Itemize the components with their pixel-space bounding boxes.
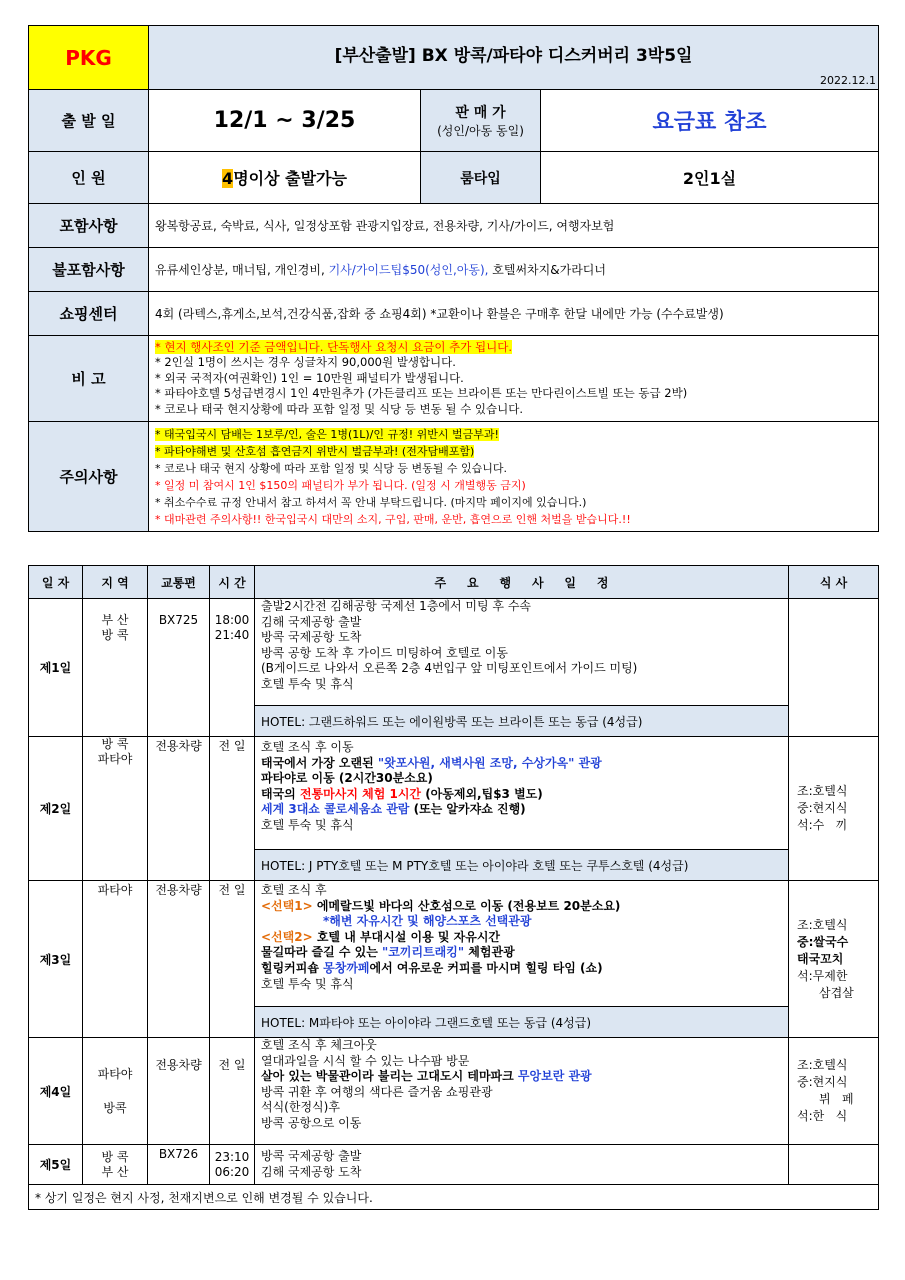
note-line: * 파타야호텔 5성급변경시 1인 4만원추가 (가든클리프 또는 브라이튼 또는 만다린이스트빌 또는 동급 2박) [155, 386, 688, 401]
schedule-line [261, 961, 782, 977]
schedule-line [261, 945, 782, 961]
room-label: 룸타입 [421, 152, 541, 204]
option-tag: <선택1> [261, 898, 313, 913]
day2-time: 전 일 [210, 737, 255, 881]
day2-meal [789, 737, 879, 881]
line-text: 에메랄드빛 바다의 산호섬으로 이동 (전용보트 20분소요) [312, 898, 621, 913]
schedule-line: 호텔 조식 후 [261, 883, 327, 897]
schedule-line: 김해 국제공항 출발 [261, 614, 362, 629]
meal-text: 조:호텔식 [797, 917, 848, 932]
people-text: 명이상 출발가능 [233, 169, 347, 188]
line-highlight: 전통마사지 체험 1시간 [299, 786, 422, 801]
day5-time [210, 1145, 255, 1185]
col-header-transport: 교통편 [148, 566, 210, 599]
option-tag: <선택2> [261, 929, 313, 944]
day3-meal [789, 881, 879, 1038]
caution-block [149, 422, 879, 532]
schedule-header-row [29, 566, 879, 599]
schedule-line: 방콕 국제공항 출발 [261, 1148, 362, 1163]
day1-meal [789, 599, 879, 737]
schedule-line: 김해 국제공항 도착 [261, 1164, 362, 1179]
day1-transport: BX725 [148, 599, 210, 737]
line-text: (또는 알카쟈쇼 진행) [409, 802, 526, 817]
region-text: 파타야 [97, 752, 133, 766]
line-text: 살아 있는 박물관이라 불리는 고대도시 테마파크 [261, 1069, 518, 1084]
time-text: 06:20 [214, 1164, 250, 1179]
footer-row [29, 1185, 879, 1210]
notes-block [149, 336, 879, 422]
meal-text: 중:쌀국수 [797, 934, 849, 949]
day3-region: 파타야 [83, 881, 148, 1038]
caution-line: * 대마관련 주의사항!! 한국입국시 대만의 소지, 구입, 판매, 운반, 흡연으로 인핸 처벌을 받습니다.!! [155, 512, 631, 526]
price-label: 판 매 가 [455, 105, 506, 121]
day4-label: 제4일 [29, 1038, 83, 1145]
day1-label: 제1일 [29, 599, 83, 737]
region-text: 방 콕 [101, 628, 129, 642]
include-label: 포함사항 [29, 204, 149, 248]
people-label: 인 원 [29, 152, 149, 204]
day2-details [255, 737, 789, 850]
day5-region [83, 1145, 148, 1185]
meal-text: 조:호텔식 [797, 784, 848, 798]
day4-details [255, 1038, 789, 1145]
meal-text: 뷔 페 [819, 1092, 854, 1106]
caution-line: * 취소수수료 규정 안내서 참고 하셔서 꼭 안내 부탁드립니다. (마지막 페이지에 있습니다.) [155, 495, 587, 509]
schedule-line [261, 899, 782, 915]
meal-text: 석:수 끼 [797, 818, 848, 832]
line-highlight: "코끼리트래킹" [382, 945, 465, 960]
day2-transport: 전용차량 [148, 737, 210, 881]
time-text: 21:40 [214, 628, 250, 642]
caution-line [155, 426, 872, 443]
day5-meal [789, 1145, 879, 1185]
info-table [28, 25, 879, 532]
caution-line [155, 443, 872, 460]
line-text: (아동제외,팁$3 별도) [421, 786, 543, 801]
exclude-text-c: 호텔써차지&가라디너 [488, 263, 606, 277]
shop-value: 4회 (라텍스,휴게소,보석,건강식품,잡화 중 쇼핑4회) *교환이나 환불은 구매후 한달 내에만 가능 (수수료발생) [149, 292, 879, 336]
region-text: 부 산 [101, 613, 129, 627]
pkg-cell [29, 26, 149, 90]
schedule-line: 호텔 투숙 및 휴식 [261, 976, 354, 991]
region-text: 방콕 [103, 1101, 127, 1115]
schedule-line: *해변 자유시간 및 해양스포츠 선택관광 [323, 914, 532, 929]
schedule-line: 방콕 귀환 후 여행의 색다른 즐거움 쇼핑관광 [261, 1084, 493, 1099]
meal-text: 중:현지식 [797, 801, 848, 815]
line-text: 물길따라 즐길 수 있는 [261, 945, 383, 960]
schedule-line: 호텔 투숙 및 휴식 [261, 817, 354, 832]
schedule-line: 방콕 국제공항 도착 [261, 630, 362, 645]
pkg-label: PKG [65, 45, 112, 70]
day3-label: 제3일 [29, 881, 83, 1038]
note-line [155, 340, 872, 356]
price-value: 요금표 참조 [541, 90, 879, 152]
schedule-line: 석식(한정식)후 [261, 1100, 340, 1115]
schedule-line [261, 930, 782, 946]
people-value [149, 152, 421, 204]
schedule-line [261, 1069, 782, 1085]
line-text: 호텔 내 부대시설 이용 및 자유시간 [312, 929, 501, 944]
day4-meal [789, 1038, 879, 1145]
line-text: 에서 여유로운 커피를 마시며 힐링 타임 (쇼) [369, 960, 603, 975]
exclude-guide-tip: 기사/가이드팁$50(성인,아동), [328, 263, 489, 277]
region-text: 방 콕 [101, 737, 129, 751]
line-highlight: "왓포사원, 새벽사원 조망, 수상가옥" 관광 [377, 755, 602, 770]
day4-region [83, 1038, 148, 1145]
schedule-line: 방콕 공항으로 이동 [261, 1115, 362, 1130]
day3-time: 전 일 [210, 881, 255, 1038]
schedule-table [28, 565, 879, 1210]
schedule-line [261, 787, 782, 803]
caution-line: * 코로나 태국 현지 상황에 따라 포함 일정 및 식당 등 변동될 수 있습니다. [155, 461, 507, 475]
col-header-region: 지 역 [83, 566, 148, 599]
exclude-value [149, 248, 879, 292]
schedule-line: 방콕 공항 도착 후 가이드 미팅하여 호텔로 이동 [261, 645, 508, 660]
line-highlight: 몽창까페 [323, 960, 370, 975]
day1-time [210, 599, 255, 737]
caution-label: 주의사항 [29, 422, 149, 532]
day5-details [255, 1145, 789, 1185]
note-line: * 외국 국적자(여권확인) 1인 = 10만원 패널티가 발생됩니다. [155, 370, 464, 385]
line-text: 태국에서 가장 오랜된 [261, 755, 378, 770]
schedule-line [261, 802, 782, 818]
schedule-line: 호텔 투숙 및 휴식 [261, 676, 354, 691]
price-label-cell [421, 90, 541, 152]
schedule-line [261, 756, 782, 772]
day5-transport: BX726 [148, 1145, 210, 1185]
day4-transport: 전용차량 [148, 1038, 210, 1145]
day2-label: 제2일 [29, 737, 83, 881]
exclude-text-a: 유류세인상분, 매너팁, 개인경비, [155, 263, 329, 277]
col-header-day: 일 자 [29, 566, 83, 599]
day1-hotel: HOTEL: 그랜드하워드 또는 에이원방콕 또는 브라이튼 또는 동급 (4성급) [255, 706, 789, 737]
day2-row [29, 737, 879, 850]
time-text: 23:10 [214, 1149, 250, 1164]
day1-details [255, 599, 789, 706]
line-highlight: 세계 3대쇼 콜로세움쇼 관람 [261, 802, 410, 817]
caution-line-text: * 태국입국시 담배는 1보루/인, 술은 1병(1L)/인 규정! 위반시 벌금부과! [155, 427, 499, 441]
schedule-line: (B게이드로 나와서 오른쪽 2층 4번입구 앞 미팅포인트에서 가이드 미팅) [261, 661, 638, 676]
page-title: [부산출발] BX 방콕/파타야 디스커버리 3박5일 [334, 46, 693, 66]
meal-text: 삼겹살 [819, 985, 854, 1000]
line-text: 체험관광 [464, 945, 515, 960]
caution-line: * 일정 미 참여시 1인 $150의 패널티가 부가 됩니다. (일정 시 개별행동 금지) [155, 478, 526, 492]
day3-row [29, 881, 879, 1007]
day5-label: 제5일 [29, 1145, 83, 1185]
meal-text: 석:한 식 [797, 1109, 848, 1123]
day3-details [255, 881, 789, 1007]
meal-text: 중:현지식 [797, 1075, 848, 1089]
day2-region [83, 737, 148, 881]
schedule-line: 출발2시간전 김해공항 국제선 1층에서 미팅 후 수속 [261, 599, 531, 613]
region-text: 방 콕 [101, 1149, 129, 1164]
line-text: 힐링커피숍 [261, 960, 324, 975]
include-value: 왕복항공료, 숙박료, 식사, 일정상포함 관광지입장료, 전용차량, 기사/가이드, 여행자보험 [149, 204, 879, 248]
day1-region [83, 599, 148, 737]
document-date: 2022.12.1 [820, 74, 877, 87]
exclude-label: 불포함사항 [29, 248, 149, 292]
time-text: 18:00 [214, 613, 250, 627]
day3-transport: 전용차량 [148, 881, 210, 1038]
region-text: 파타야 [97, 1067, 133, 1081]
schedule-line: 파타야로 이동 (2시간30분소요) [261, 771, 433, 786]
meal-text: 태국꼬치 [797, 951, 844, 966]
depart-value: 12/1 ~ 3/25 [149, 90, 421, 152]
schedule-line: 호텔 조식 후 체크아웃 [261, 1038, 377, 1052]
col-header-meal: 식 사 [789, 566, 879, 599]
depart-label: 출 발 일 [29, 90, 149, 152]
day3-hotel: HOTEL: M파타야 또는 아이야라 그랜드호텔 또는 동급 (4성급) [255, 1007, 789, 1038]
day5-row [29, 1145, 879, 1185]
line-text: 태국의 [261, 786, 300, 801]
note-line: * 코로나 태국 현지상황에 따라 포함 일정 및 식당 등 변동 될 수 있습니다. [155, 401, 523, 416]
people-number: 4 [222, 169, 234, 188]
caution-line-text: * 파타야해변 및 산호섬 흡연금지 위반시 벌금부과! (전자담배포함) [155, 444, 475, 458]
schedule-line: 호텔 조식 후 이동 [261, 740, 354, 754]
schedule-footnote: * 상기 일정은 현지 사정, 천재지변으로 인해 변경될 수 있습니다. [29, 1185, 879, 1210]
meal-text: 조:호텔식 [797, 1058, 848, 1072]
price-sub-label: (성인/아동 동일) [437, 124, 524, 138]
room-value: 2인1실 [541, 152, 879, 204]
col-header-time: 시 간 [210, 566, 255, 599]
day2-hotel: HOTEL: J PTY호텔 또는 M PTY호텔 또는 아이야라 호텔 또는 쿠투스호텔 (4성급) [255, 850, 789, 881]
note-label: 비 고 [29, 336, 149, 422]
note-line-text: * 현지 행사조인 기준 금액입니다. 단독행사 요청시 요금이 추가 됩니다. [155, 339, 513, 354]
meal-text: 석:무제한 [797, 968, 848, 983]
note-line: * 2인실 1명이 쓰시는 경우 싱글차지 90,000원 발생합니다. [155, 355, 456, 370]
day4-time: 전 일 [210, 1038, 255, 1145]
line-highlight: 무앙보란 관광 [517, 1069, 592, 1084]
day4-row [29, 1038, 879, 1145]
col-header-schedule: 주 요 행 사 일 정 [255, 566, 789, 599]
region-text: 부 산 [101, 1164, 129, 1179]
schedule-line: 열대과일을 시식 할 수 있는 나수팜 방문 [261, 1053, 470, 1068]
title-cell [149, 26, 879, 90]
shop-label: 쇼핑센터 [29, 292, 149, 336]
day1-row [29, 599, 879, 706]
